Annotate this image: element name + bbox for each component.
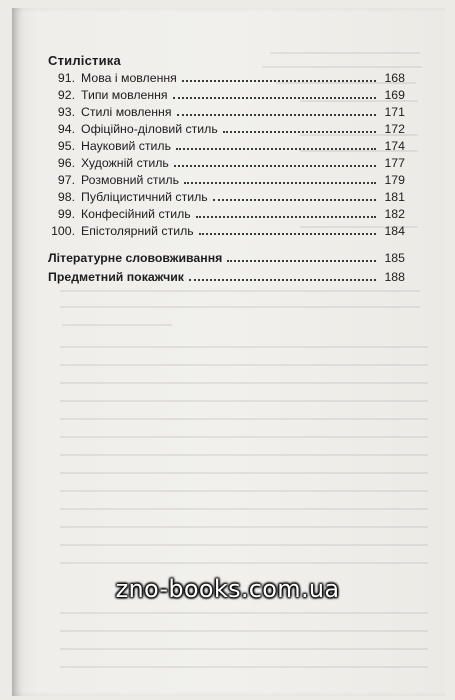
- dot-leader: [184, 182, 376, 184]
- dot-leader: [213, 199, 376, 201]
- entry-page: 171: [384, 105, 405, 119]
- dot-leader: [199, 233, 376, 235]
- dot-leader: [182, 80, 376, 82]
- entry-title: Літературне слововживання: [48, 251, 223, 265]
- toc-entry: [48, 85, 405, 102]
- entry-title: Типи мовлення: [81, 88, 168, 102]
- entry-title: Епістолярний стиль: [81, 224, 194, 238]
- toc-entry: [48, 136, 405, 153]
- entry-number: 99.: [57, 207, 75, 221]
- entry-title: Предметний покажчик: [48, 270, 184, 284]
- dot-leader: [173, 97, 376, 99]
- entry-title: Мова і мовлення: [81, 71, 177, 85]
- entry-title: Науковий стиль: [81, 139, 172, 153]
- entry-number: 95.: [57, 139, 75, 153]
- toc-entry: [48, 170, 405, 187]
- dot-leader: [223, 131, 376, 133]
- toc-entry: [48, 187, 405, 204]
- entry-number: 100.: [51, 224, 75, 238]
- entry-number: 91.: [57, 71, 75, 85]
- dot-leader: [227, 260, 376, 262]
- entry-number: 93.: [57, 105, 75, 119]
- toc-entry: [48, 153, 405, 170]
- entry-title: Конфесійний стиль: [81, 207, 191, 221]
- dot-leader: [196, 216, 376, 218]
- entry-page: 172: [384, 122, 405, 136]
- toc-major-entry: [48, 266, 405, 284]
- entry-page: 185: [384, 251, 405, 265]
- entry-number: 97.: [57, 173, 75, 187]
- entry-page: 169: [384, 88, 405, 102]
- toc-entry: [48, 102, 405, 119]
- dot-leader: [176, 148, 376, 150]
- toc-entry: [48, 68, 405, 85]
- dot-leader: [174, 165, 376, 167]
- entry-title: Стилі мовлення: [81, 105, 172, 119]
- entry-number: 98.: [57, 190, 75, 204]
- entry-title: Розмовний стиль: [81, 173, 180, 187]
- entry-title: Офіційно-діловий стиль: [81, 122, 218, 136]
- entry-page: 184: [384, 224, 405, 238]
- entry-number: 94.: [57, 122, 75, 136]
- entry-title: Художній стиль: [81, 156, 169, 170]
- watermark: zno-books.com.ua: [115, 575, 340, 603]
- toc-entry: [48, 204, 405, 221]
- section-heading: Стилістика: [48, 53, 121, 68]
- entry-page: 188: [384, 270, 405, 284]
- toc-entry: [48, 119, 405, 136]
- toc-entry: [48, 221, 405, 238]
- toc-major-entry: [48, 247, 405, 265]
- entry-page: 182: [384, 207, 405, 221]
- dot-leader: [177, 114, 376, 116]
- entry-page: 177: [384, 156, 405, 170]
- entry-title: Публіцистичний стиль: [81, 190, 208, 204]
- entry-page: 181: [384, 190, 405, 204]
- entry-page: 168: [384, 71, 405, 85]
- entry-number: 92.: [57, 88, 75, 102]
- entry-page: 179: [384, 173, 405, 187]
- entry-number: 96.: [57, 156, 75, 170]
- entry-page: 174: [384, 139, 405, 153]
- dot-leader: [189, 279, 376, 281]
